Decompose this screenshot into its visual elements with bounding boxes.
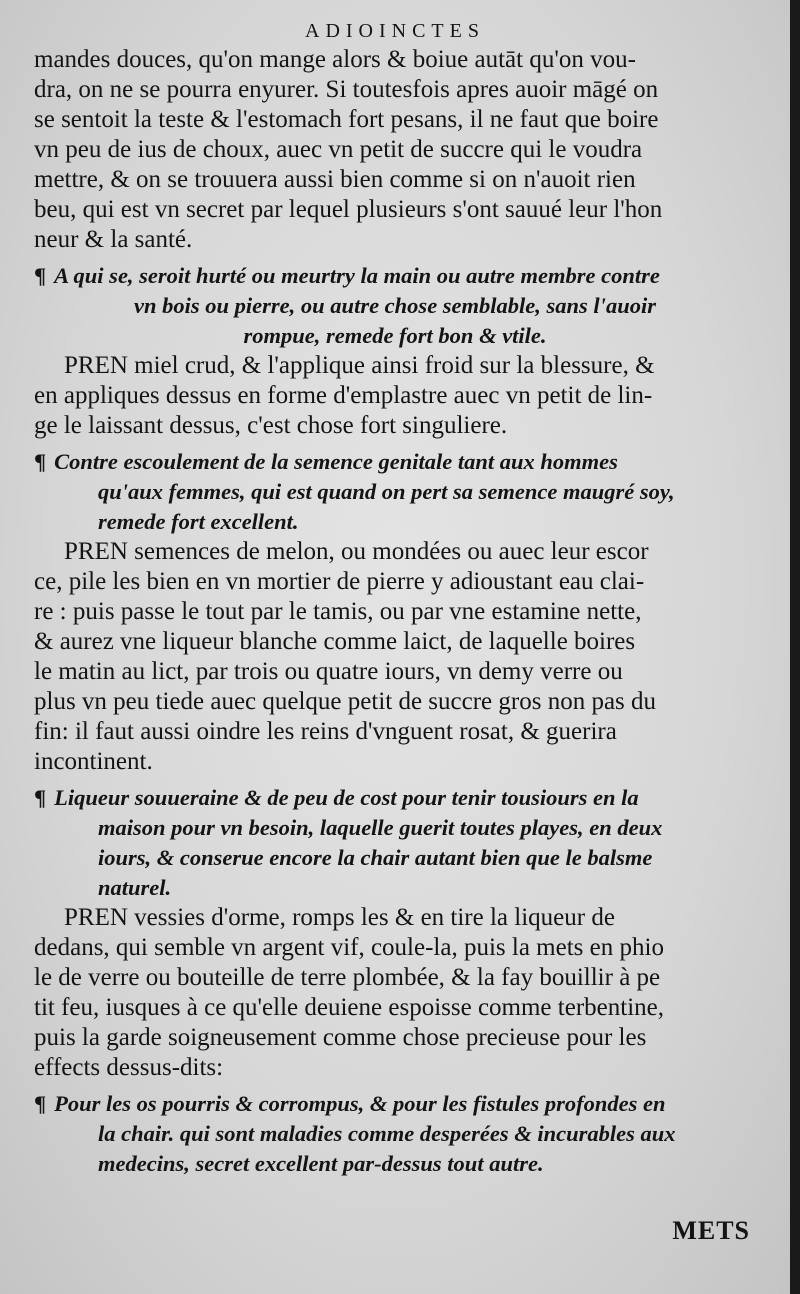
text-line: en appliques dessus en forme d'emplastre auec vn petit de lin- <box>34 382 653 409</box>
text-line: PREN miel crud, & l'applique ainsi froid sur la blessure, & <box>64 352 655 379</box>
pilcrow-icon: ¶ <box>34 1091 47 1116</box>
heading-line: Liqueur souueraine & de peu de cost pour tenir tousiours en la <box>54 785 639 810</box>
text-line: dedans, qui semble vn argent vif, coule-la, puis la mets en phio <box>34 934 664 961</box>
heading-line: qu'aux femmes, qui est quand on pert sa semence maugré soy, <box>98 479 675 504</box>
text-line: incontinent. <box>34 748 153 775</box>
text-line: ce, pile les bien en vn mortier de pierre y adioustant eau clai- <box>34 568 645 595</box>
heading-line: Pour les os pourris & corrompus, & pour les fistules profondes en <box>54 1091 666 1116</box>
heading-line: maison pour vn besoin, laquelle guerit toutes playes, en deux <box>98 815 663 840</box>
heading-line: rompue, remede fort bon & vtile. <box>243 323 547 348</box>
text-line: se sentoit la teste & l'estomach fort pesans, il ne faut que boire <box>34 106 659 133</box>
text-line: le matin au lict, par trois ou quatre iours, vn demy verre ou <box>34 658 623 685</box>
pilcrow-icon: ¶ <box>34 449 47 474</box>
text-line: tit feu, iusques à ce qu'elle deuiene espoisse comme terbentine, <box>34 994 664 1021</box>
heading-1 <box>34 261 756 351</box>
paragraph-4 <box>34 903 756 1083</box>
catchword: METS <box>672 1216 750 1245</box>
page-edge-shadow <box>790 0 800 1294</box>
text-line: PREN semences de melon, ou mondées ou auec leur escor <box>64 538 649 565</box>
text-line: fin: il faut aussi oindre les reins d'vnguent rosat, & guerira <box>34 718 617 745</box>
heading-3 <box>34 783 756 903</box>
text-line: mandes douces, qu'on mange alors & boiue autāt qu'on vou- <box>34 46 636 73</box>
text-line: ge le laissant dessus, c'est chose fort singuliere. <box>34 412 508 439</box>
heading-line: vn bois ou pierre, ou autre chose semblable, sans l'auoir <box>134 293 656 318</box>
running-head: ADIOINCTES <box>305 20 485 42</box>
text-line: vn peu de ius de choux, auec vn petit de succre qui le voudra <box>34 136 643 163</box>
heading-4 <box>34 1089 756 1179</box>
text-line: effects dessus-dits: <box>34 1054 224 1081</box>
text-line: le de verre ou bouteille de terre plombée, & la fay bouillir à pe <box>34 964 661 991</box>
heading-line: remede fort excellent. <box>98 509 299 534</box>
paragraph-1 <box>34 45 756 255</box>
paragraph-2 <box>34 351 756 441</box>
text-line: re : puis passe le tout par le tamis, ou par vne estamine nette, <box>34 598 642 625</box>
text-line: plus vn peu tiede auec quelque petit de succre gros non pas du <box>34 688 657 715</box>
heading-line: la chair. qui sont maladies comme desperées & incurables aux <box>98 1121 676 1146</box>
heading-line: iours, & conserue encore la chair autant bien que le balsme <box>98 845 653 870</box>
paragraph-3 <box>34 537 756 777</box>
text-line: & aurez vne liqueur blanche comme laict, de laquelle boires <box>34 628 636 655</box>
text-line: neur & la santé. <box>34 226 193 253</box>
text-line: puis la garde soigneusement comme chose precieuse pour les <box>34 1024 647 1051</box>
pilcrow-icon: ¶ <box>34 785 47 810</box>
text-line: beu, qui est vn secret par lequel plusieurs s'ont sauué leur l'hon <box>34 196 663 223</box>
heading-line: medecins, secret excellent par-dessus tout autre. <box>98 1151 544 1176</box>
heading-line: naturel. <box>98 875 172 900</box>
text-line: PREN vessies d'orme, romps les & en tire la liqueur de <box>64 904 615 931</box>
pilcrow-icon: ¶ <box>34 263 47 288</box>
heading-line: A qui se, seroit hurté ou meurtry la main ou autre membre contre <box>54 263 660 288</box>
text-line: mettre, & on se trouuera aussi bien comme si on n'auoit rien <box>34 166 636 193</box>
heading-line: Contre escoulement de la semence genitale tant aux hommes <box>54 449 618 474</box>
text-line: dra, on ne se pourra enyurer. Si toutesfois apres auoir māgé on <box>34 76 659 103</box>
heading-2 <box>34 447 756 537</box>
